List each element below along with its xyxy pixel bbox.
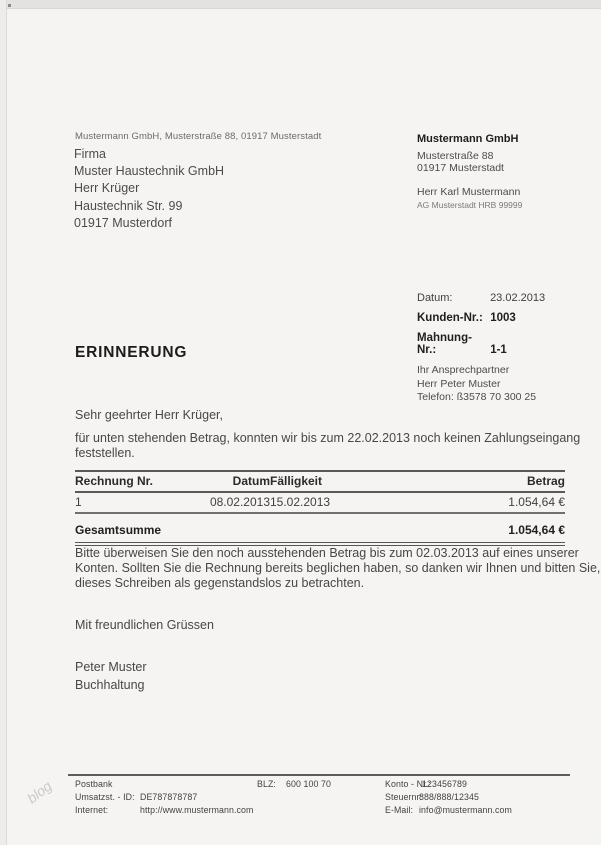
salutation: Sehr geehrter Herr Krüger, — [75, 408, 223, 422]
body-line: Konten. Sollten Sie die Rechnung bereits beglichen haben, so danken wir Ihnen und bitten Sie, — [75, 560, 601, 575]
footer-steuer-label: Steuernr: — [385, 792, 423, 802]
body-line: Bitte überweisen Sie den noch ausstehenden Betrag bis zum 02.03.2013 auf eines unserer — [75, 546, 579, 560]
total-value: 1.054,64 € — [420, 513, 565, 544]
cell-betrag: 1.054,64 € — [420, 492, 565, 513]
info-row-mahnungnr — [417, 332, 587, 356]
invoice-row — [75, 492, 565, 513]
footer-email-label: E-Mail: — [385, 805, 414, 815]
invoice-table-header-row — [75, 471, 565, 492]
kundennr-value: 1003 — [490, 312, 516, 324]
scan-artifact-dot — [8, 4, 11, 7]
header-rechnung-nr: Rechnung Nr. — [75, 471, 185, 492]
recipient-line: 01917 Musterdorf — [74, 215, 172, 230]
intro-paragraph — [75, 431, 580, 461]
footer-email-value: info@mustermann.com — [419, 805, 512, 815]
letter-info-block — [417, 292, 587, 405]
body-line: dieses Schreiben als gegenstandslos zu betrachten. — [75, 575, 365, 590]
footer-konto-value: 123456789 — [422, 779, 467, 789]
contact-person-name: Herr Peter Muster — [417, 377, 501, 390]
footer-steuer-value: 888/888/12345 — [419, 792, 480, 802]
signature-name: Peter Muster — [75, 660, 147, 674]
watermark: blog — [23, 777, 55, 807]
info-row-kundennr — [417, 312, 587, 324]
footer-divider — [68, 774, 570, 776]
recipient-line: Firma — [74, 147, 106, 161]
body-paragraph — [75, 546, 600, 590]
sender-return-address: Mustermann GmbH, Musterstraße 88, 01917 Musterstadt — [75, 131, 322, 142]
cell-rechnung-nr: 1 — [75, 492, 185, 513]
mahnungnr-value: 1-1 — [490, 344, 507, 356]
sender-company-block — [417, 133, 522, 212]
footer-blz-value: 600 100 70 — [286, 779, 332, 789]
contact-person-phone: Telefon: ß3578 70 300 25 — [417, 391, 537, 403]
intro-line: für unten stehenden Betrag, konnten wir bis zum 22.02.2013 noch keinen Zahlungseingang — [75, 431, 581, 445]
header-datum: Datum — [185, 471, 270, 492]
contact-person-block — [417, 364, 587, 405]
company-city: 01917 Musterstadt — [417, 162, 504, 174]
intro-line: feststellen. — [75, 445, 135, 460]
datum-value: 23.02.2013 — [490, 292, 546, 304]
recipient-line: Muster Haustechnik GmbH — [74, 164, 225, 179]
signature-role: Buchhaltung — [75, 678, 145, 692]
scan-top-edge — [0, 0, 601, 9]
footer-bank: Postbank — [75, 779, 113, 789]
total-label: Gesamtsumme — [75, 513, 420, 544]
letter-title: ERINNERUNG — [75, 344, 188, 361]
footer-blz-label: BLZ: — [257, 779, 276, 789]
scan-left-edge — [0, 0, 7, 845]
invoice-table — [75, 470, 565, 546]
footer-internet-label: Internet: — [75, 805, 109, 815]
footer-ustid-value: DE787878787 — [140, 792, 198, 802]
cell-datum: 08.02.2013 — [185, 492, 270, 513]
signature-block — [75, 658, 147, 694]
closing-phrase: Mit freundlichen Grüssen — [75, 618, 214, 632]
header-betrag: Betrag — [420, 471, 565, 492]
company-street: Musterstraße 88 — [417, 149, 494, 162]
datum-label: Datum: — [417, 292, 453, 304]
info-row-datum — [417, 292, 587, 304]
recipient-address — [74, 146, 224, 232]
company-register: AG Musterstadt HRB 99999 — [417, 200, 523, 210]
footer-ustid-label: Umsatzst. - ID: — [75, 792, 135, 802]
recipient-line: Haustechnik Str. 99 — [74, 198, 183, 213]
total-row — [75, 513, 565, 544]
mahnungnr-label: Mahnung-Nr.: — [417, 332, 472, 356]
footer-konto-label: Konto - Nr.: — [385, 779, 431, 789]
recipient-line: Herr Krüger — [74, 181, 140, 196]
kundennr-label: Kunden-Nr.: — [417, 312, 483, 324]
company-contact: Herr Karl Mustermann — [417, 185, 521, 198]
cell-faelligkeit: 15.02.2013 — [270, 492, 420, 513]
footer-internet-value: http://www.mustermann.com — [140, 805, 254, 815]
contact-person-intro: Ihr Ansprechpartner — [417, 364, 510, 376]
company-name: Mustermann GmbH — [417, 133, 519, 145]
header-faelligkeit: Fälligkeit — [270, 471, 420, 492]
